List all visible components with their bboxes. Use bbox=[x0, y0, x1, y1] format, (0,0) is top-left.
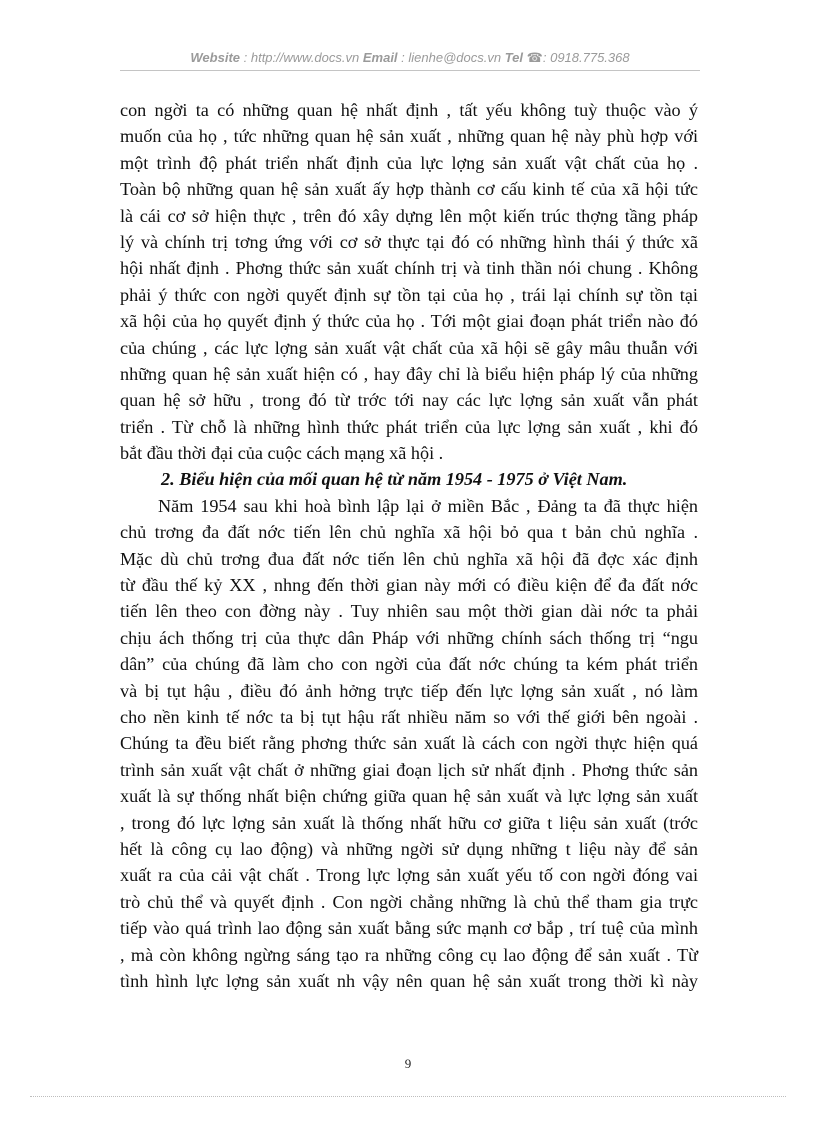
document-body bbox=[120, 97, 698, 994]
text-line: xã hội của họ quyết định ý thức của họ . Tới một giai đoạn phát triển nào đó bbox=[120, 311, 698, 332]
page-header bbox=[120, 50, 700, 66]
text-line: tình hình lực lợng sản xuất nh vậy nên quan hệ sản xuất trong thời kì này bbox=[120, 970, 698, 991]
text-line: lý và chính trị tơng ứng với cơ sở thực tại đó có những hình thái ý thức xã bbox=[120, 231, 698, 252]
text-line: con ngời ta có những quan hệ nhất định , tất yếu không tuỳ thuộc vào ý bbox=[120, 100, 698, 120]
paragraph-2 bbox=[120, 493, 698, 994]
text-line: xuất là sự thống nhất biện chứng giữa quan hệ sản xuất và lực lợng sản xuất bbox=[120, 786, 698, 807]
footer-divider bbox=[30, 1096, 786, 1097]
text-line: một trình độ phát triển nhất định của lực lợng sản xuất vật chất của họ . bbox=[120, 152, 698, 173]
text-line: muốn của họ , tức những quan hệ sản xuất , những quan hệ này phù hợp với bbox=[120, 126, 698, 147]
text-line: phải ý thức con ngời quyết định sự tồn tại của họ , trái lại chính sự tồn tại bbox=[120, 284, 698, 305]
text-line: chịu ách thống trị của thực dân Pháp với những chính sách thống trị “ngu bbox=[120, 627, 698, 648]
text-line: tiếp vào quá trình lao động sản xuất bằng sức mạnh cơ bắp , trí tuệ của mình bbox=[120, 918, 698, 939]
text-line: Chúng ta đều biết rằng phơng thức sản xuất là cách con ngời thực hiện quá bbox=[120, 733, 698, 754]
text-line: trò chủ thể và quyết định . Con ngời chẳng những là chủ thể tham gia trực bbox=[120, 891, 698, 912]
text-line: những quan hệ sản xuất hiện có , hay đây chỉ là biểu hiện pháp lý của những bbox=[120, 363, 698, 384]
text-line: trình sản xuất vật chất ở những giai đoạn lịch sử nhất định . Phơng thức sản bbox=[120, 759, 698, 780]
text-line: quan hệ sở hữu , trong đó từ trớc tới nay các lực lợng sản xuất vẫn phát bbox=[120, 390, 698, 411]
text-line: dân” của chúng đã làm cho con ngời của đất nớc chúng ta kém phát triển bbox=[120, 654, 698, 675]
text-line: xuất ra của cải vật chất . Trong lực lợng sản xuất yếu tố con ngời đóng vai bbox=[120, 865, 698, 886]
header-divider bbox=[120, 70, 700, 71]
text-line: và bị tụt hậu , điều đó ảnh hởng trực tiếp đến lực lợng sản xuất , nó làm bbox=[120, 680, 698, 701]
text-line: Toàn bộ những quan hệ sản xuất ấy hợp thành cơ cấu kinh tế của xã hội tức bbox=[120, 179, 698, 200]
paragraph-1 bbox=[120, 97, 698, 466]
page-number: 9 bbox=[404, 1056, 412, 1071]
text-line: triển . Từ chỗ là những hình thức phát triển của lực lợng sản xuất , khi đó bbox=[120, 416, 698, 437]
text-line: hội nhất định . Phơng thức sản xuất chính trị và tinh thần nói chung . Không bbox=[120, 258, 698, 279]
section-heading: 2. Biểu hiện của mối quan hệ từ năm 1954 - 1975 ở Việt Nam. bbox=[161, 469, 628, 490]
email-label: Email bbox=[362, 50, 398, 65]
text-line: hết là công cụ lao động) và những ngời sử dụng những t liệu này để sản bbox=[120, 838, 698, 859]
phone-icon: ☎ bbox=[526, 50, 543, 65]
website-value: : http://www.docs.vn bbox=[243, 50, 360, 65]
text-line: bắt đầu thời đại của cuộc cách mạng xã hội . bbox=[120, 443, 444, 464]
email-value: : lienhe@docs.vn bbox=[401, 50, 502, 65]
text-line: chủ trơng đa đất nớc tiến lên chủ nghĩa xã hội bỏ qua t bản chủ nghĩa . bbox=[120, 522, 698, 543]
text-line: Mặc dù chủ trơng đua đất nớc tiến lên chủ nghĩa xã hội đã đợc xác định bbox=[120, 548, 698, 569]
tel-label: Tel bbox=[504, 50, 524, 65]
text-line: tiến lên theo con đờng này . Tuy nhiên sau một thời gian dài nớc ta phải bbox=[120, 601, 698, 622]
text-line: , mà còn không ngừng sáng tạo ra những công cụ lao động để sản xuất . Từ bbox=[120, 944, 698, 965]
text-line: cho nền kinh tế nớc ta bị tụt hậu rất nhiều năm so với thế giới bên ngoài . bbox=[120, 706, 698, 727]
text-line: là cái cơ sở hiện thực , trên đó xây dựng lên một kiến trúc thợng tầng pháp bbox=[120, 205, 698, 226]
text-line: từ đầu thế kỷ XX , nhng đến thời gian này mới có điều kiện để đa đất nớc bbox=[120, 575, 698, 596]
text-line: Năm 1954 sau khi hoà bình lập lại ở miền Bắc , Đảng ta đã thực hiện bbox=[158, 495, 698, 516]
text-line: của chúng , các lực lợng sản xuất vật chất của xã hội sẽ gây mâu thuẫn với bbox=[120, 337, 698, 358]
website-label: Website bbox=[190, 50, 240, 65]
tel-value: : 0918.775.368 bbox=[542, 50, 630, 65]
text-line: , trong đó lực lợng sản xuất là thống nhất hữu cơ giữa t liệu sản xuất (trớc bbox=[120, 812, 698, 833]
